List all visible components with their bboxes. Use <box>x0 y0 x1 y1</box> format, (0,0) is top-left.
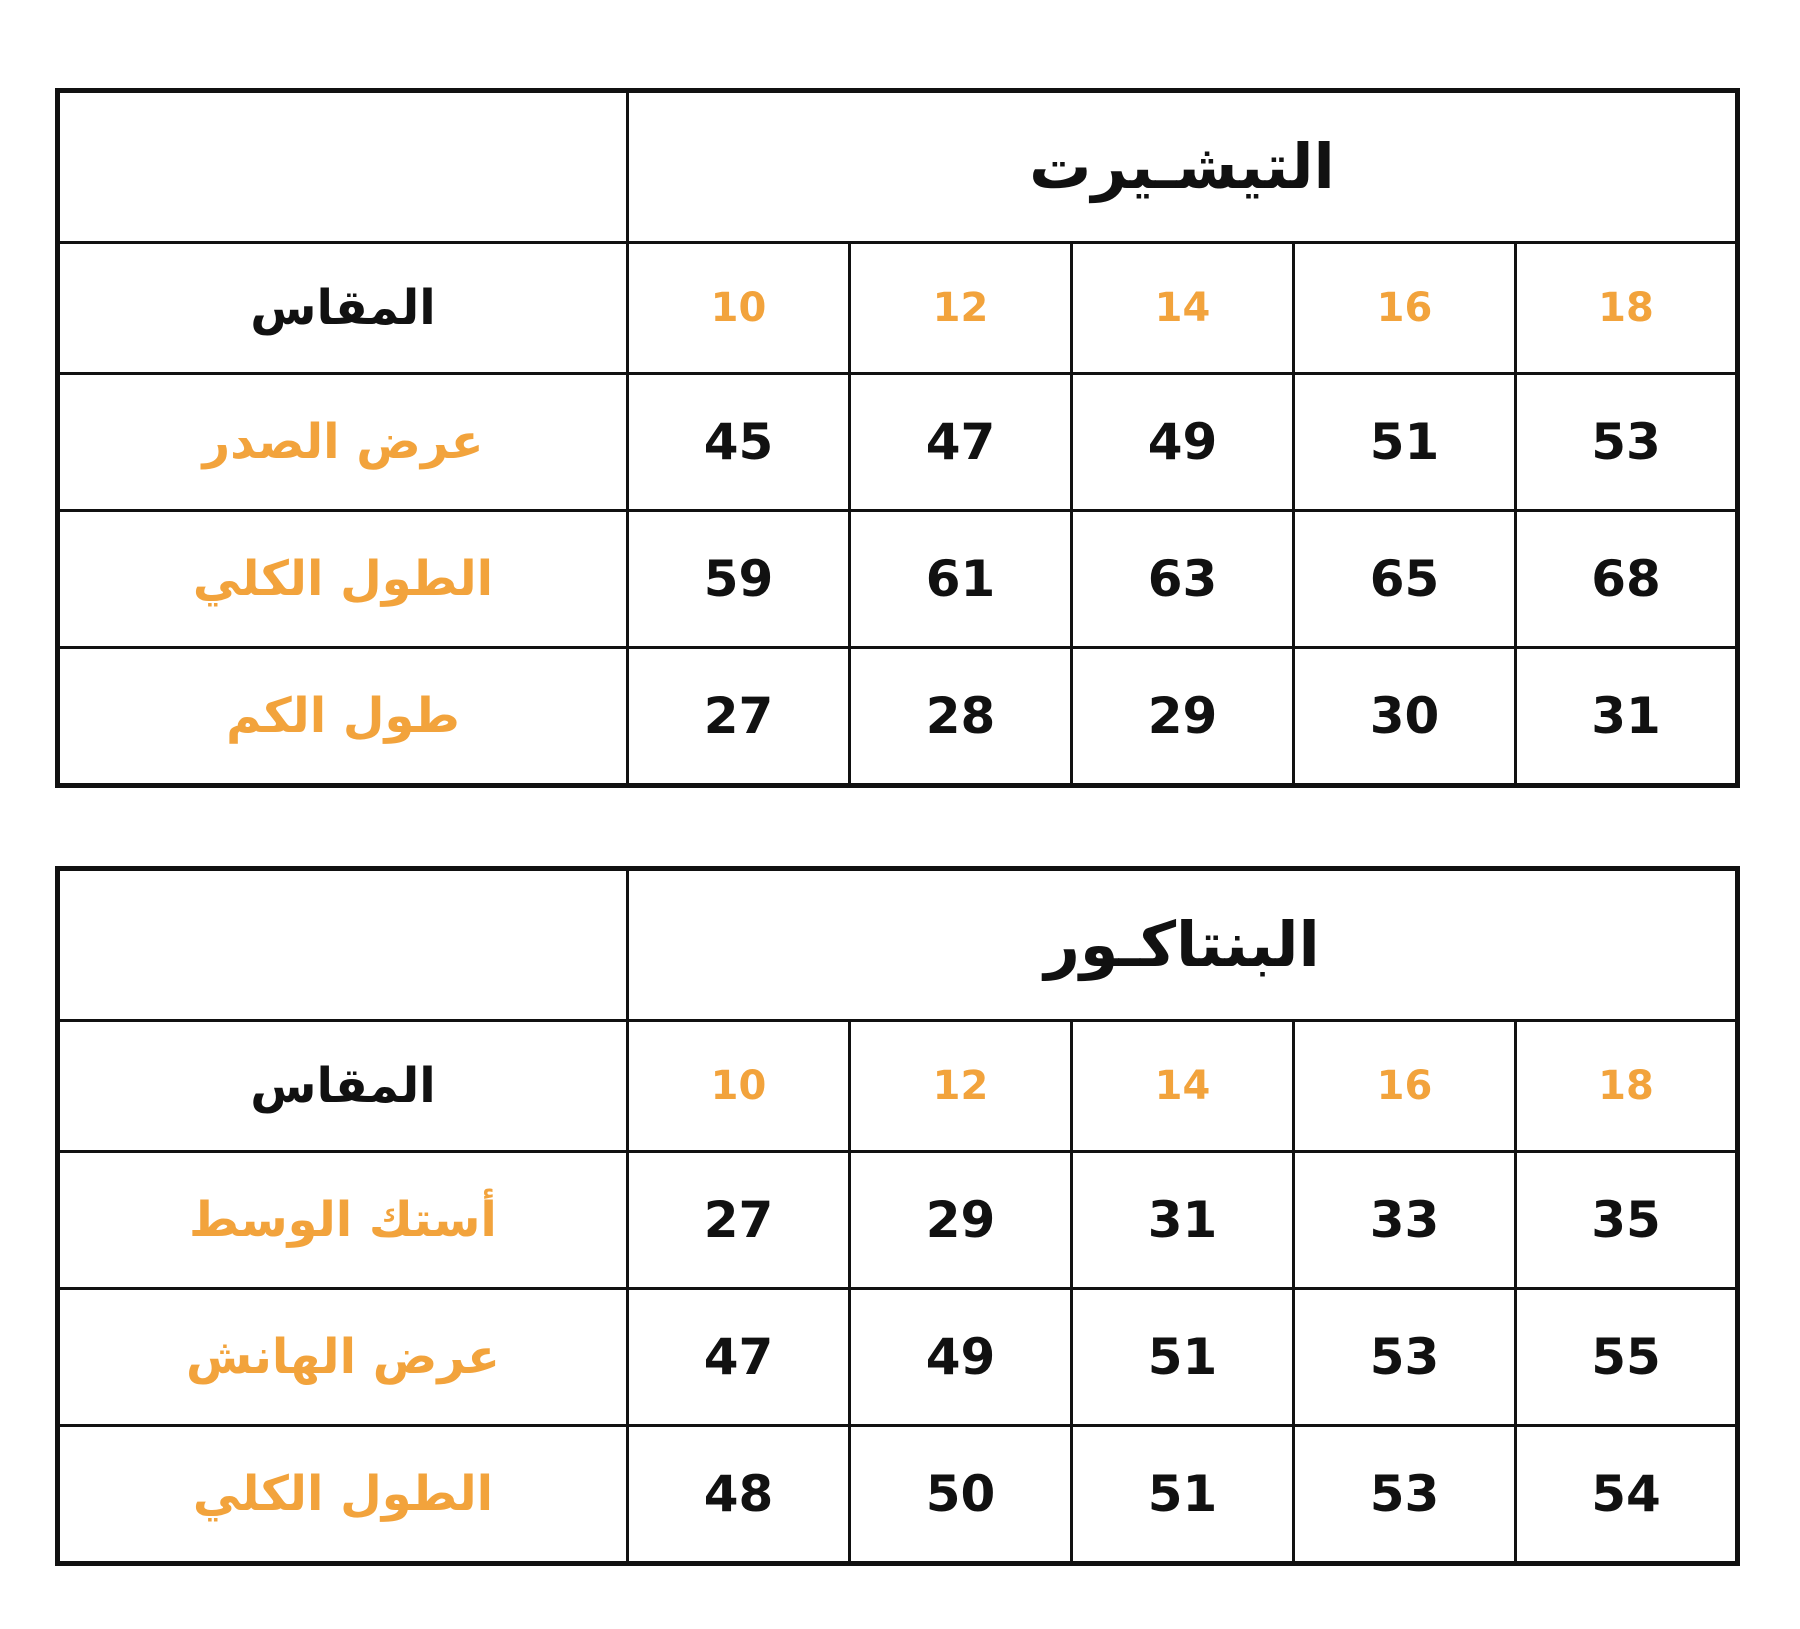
measure-cell <box>627 1152 849 1289</box>
table-row <box>57 374 1737 511</box>
table-title-blank-cell <box>57 91 627 243</box>
measure-cell <box>1516 1289 1738 1426</box>
size-table-pants <box>55 866 1740 1566</box>
table-title-blank-cell <box>57 869 627 1021</box>
measure-value: 30 <box>1369 687 1440 745</box>
size-header-cell <box>627 1021 849 1152</box>
measure-label-cell <box>57 1289 627 1426</box>
measure-label: الطول الكلي <box>192 1466 494 1522</box>
measure-value: 47 <box>925 413 996 471</box>
measure-value: 51 <box>1369 413 1440 471</box>
measure-cell <box>627 374 849 511</box>
measure-value: 55 <box>1591 1328 1661 1386</box>
measure-label: أستك الوسط <box>189 1192 497 1248</box>
measure-value: 49 <box>1147 413 1218 471</box>
measure-value: 48 <box>703 1465 774 1523</box>
measure-cell <box>1294 374 1516 511</box>
size-header-cell <box>1072 1021 1294 1152</box>
size-value: 14 <box>1154 1063 1211 1109</box>
measure-cell <box>1294 1289 1516 1426</box>
measure-cell <box>1072 374 1294 511</box>
measure-value: 68 <box>1591 550 1661 608</box>
measure-cell <box>1294 648 1516 786</box>
table-row <box>57 511 1737 648</box>
measure-value: 31 <box>1147 1191 1218 1249</box>
measure-value: 53 <box>1369 1465 1440 1523</box>
measure-label-cell <box>57 648 627 786</box>
size-header-cell <box>1294 243 1516 374</box>
measure-cell <box>1072 1426 1294 1564</box>
measure-label: الطول الكلي <box>192 551 494 607</box>
size-header-label-cell <box>57 243 627 374</box>
size-value: 16 <box>1376 285 1433 331</box>
table-header-row <box>57 243 1737 374</box>
measure-value: 29 <box>1147 687 1218 745</box>
measure-value: 53 <box>1591 413 1661 471</box>
size-value: 18 <box>1598 285 1654 331</box>
measure-cell <box>1294 1152 1516 1289</box>
measure-cell <box>850 511 1072 648</box>
measure-label-cell <box>57 374 627 511</box>
table-title-row <box>57 91 1737 243</box>
size-value: 18 <box>1598 1063 1654 1109</box>
table-title-row <box>57 869 1737 1021</box>
size-value: 10 <box>710 1063 767 1109</box>
table-row <box>57 1426 1737 1564</box>
table-row <box>57 648 1737 786</box>
table-header-row <box>57 1021 1737 1152</box>
table-title-cell <box>627 91 1737 243</box>
measure-cell <box>1516 511 1738 648</box>
measure-label-cell <box>57 511 627 648</box>
size-header-cell <box>627 243 849 374</box>
measure-value: 61 <box>925 550 996 608</box>
measure-cell <box>1072 1289 1294 1426</box>
table-title: التيشـيرت <box>1029 129 1335 203</box>
table-row <box>57 1289 1737 1426</box>
measure-cell <box>850 648 1072 786</box>
table-title-cell <box>627 869 1737 1021</box>
size-value: 16 <box>1376 1063 1433 1109</box>
measure-cell <box>850 1426 1072 1564</box>
size-table-tshirt <box>55 88 1740 788</box>
measure-value: 29 <box>925 1191 996 1249</box>
table-title: البنتاكـور <box>1044 907 1320 981</box>
measure-value: 27 <box>703 687 774 745</box>
table-row <box>57 1152 1737 1289</box>
measure-value: 51 <box>1147 1328 1218 1386</box>
measure-cell <box>850 1152 1072 1289</box>
size-header-label: المقاس <box>250 280 436 336</box>
measure-cell <box>1294 511 1516 648</box>
measure-cell <box>1072 511 1294 648</box>
measure-label: عرض الهانش <box>185 1329 500 1385</box>
size-header-label-cell <box>57 1021 627 1152</box>
measure-value: 50 <box>925 1465 996 1523</box>
size-header-cell <box>850 1021 1072 1152</box>
measure-cell <box>627 1426 849 1564</box>
measure-cell <box>1516 648 1738 786</box>
measure-label: عرض الصدر <box>202 414 484 470</box>
measure-cell <box>1516 1426 1738 1564</box>
measure-value: 53 <box>1369 1328 1440 1386</box>
size-header-cell <box>850 243 1072 374</box>
measure-value: 33 <box>1369 1191 1440 1249</box>
measure-label-cell <box>57 1426 627 1564</box>
measure-cell <box>1294 1426 1516 1564</box>
size-value: 12 <box>932 1063 989 1109</box>
measure-value: 54 <box>1591 1465 1661 1523</box>
size-header-cell <box>1516 243 1738 374</box>
measure-value: 31 <box>1591 687 1661 745</box>
size-value: 10 <box>710 285 767 331</box>
measure-value: 63 <box>1147 550 1218 608</box>
measure-cell <box>1072 1152 1294 1289</box>
measure-cell <box>1072 648 1294 786</box>
measure-cell <box>627 511 849 648</box>
measure-value: 65 <box>1369 550 1440 608</box>
measure-label: طول الكم <box>226 688 460 744</box>
measure-cell <box>627 1289 849 1426</box>
measure-value: 47 <box>703 1328 774 1386</box>
measure-value: 59 <box>703 550 774 608</box>
measure-label-cell <box>57 1152 627 1289</box>
size-header-cell <box>1294 1021 1516 1152</box>
measure-cell <box>850 1289 1072 1426</box>
measure-value: 28 <box>925 687 996 745</box>
measure-value: 35 <box>1591 1191 1661 1249</box>
measure-value: 45 <box>703 413 774 471</box>
measure-cell <box>627 648 849 786</box>
measure-cell <box>1516 1152 1738 1289</box>
size-value: 14 <box>1154 285 1211 331</box>
measure-value: 49 <box>925 1328 996 1386</box>
measure-value: 51 <box>1147 1465 1218 1523</box>
measure-cell <box>1516 374 1738 511</box>
size-header-label: المقاس <box>250 1058 436 1114</box>
measure-cell <box>850 374 1072 511</box>
measure-value: 27 <box>703 1191 774 1249</box>
size-header-cell <box>1516 1021 1738 1152</box>
size-value: 12 <box>932 285 989 331</box>
size-header-cell <box>1072 243 1294 374</box>
